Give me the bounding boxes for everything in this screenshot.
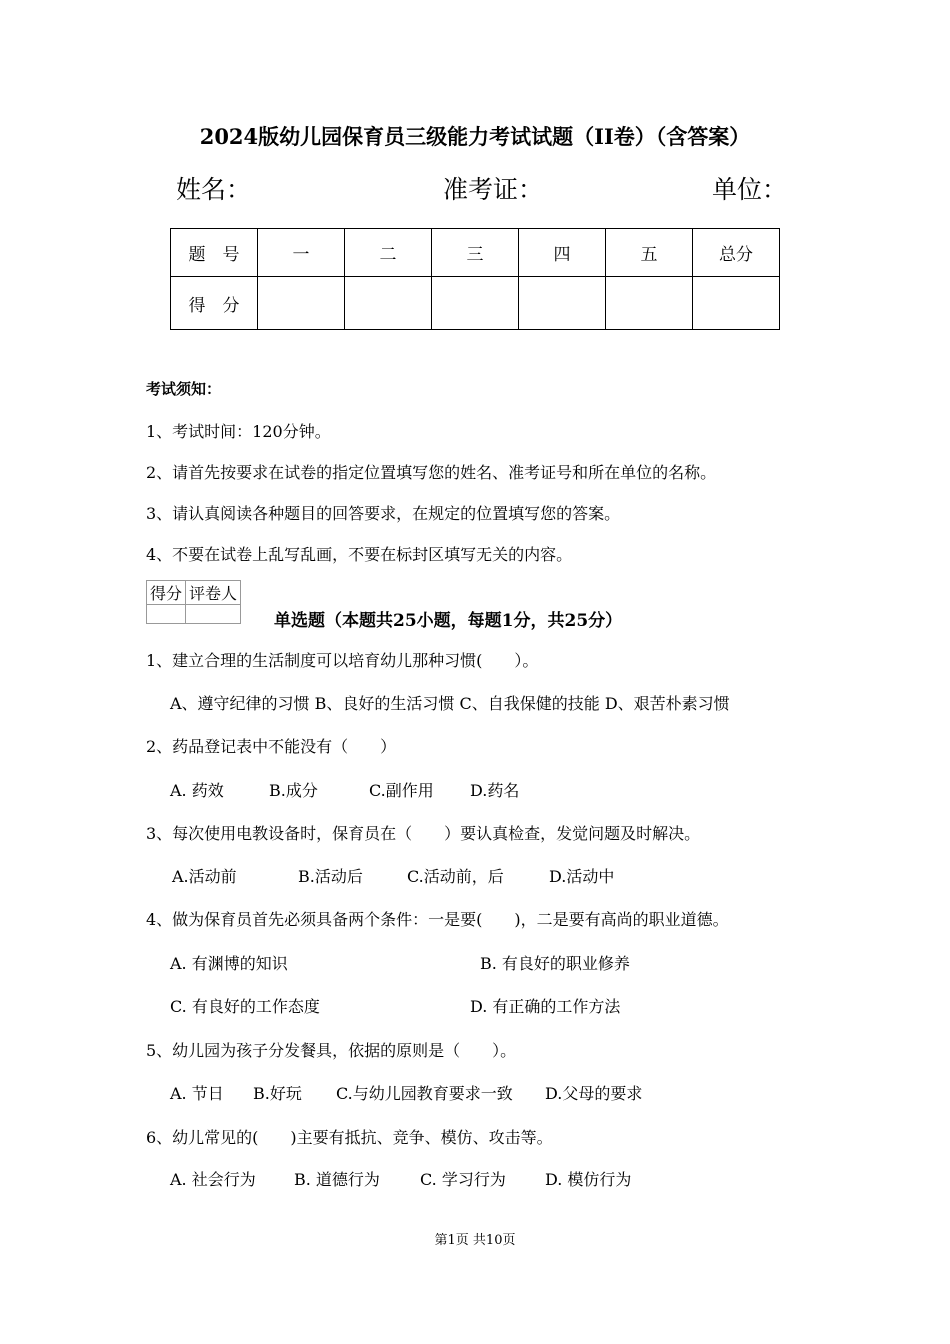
score-table-header-cell: 五: [606, 229, 693, 277]
question-option: C. 学习行为: [420, 1170, 506, 1189]
score-table-header-cell: 二: [345, 229, 432, 277]
question-option: C.活动前，后: [407, 867, 504, 886]
notice-item: 2、请首先按要求在试卷的指定位置填写您的姓名、准考证号和所在单位的名称。: [146, 463, 717, 482]
score-cell: [519, 277, 606, 330]
grader-reviewer-label: 评卷人: [186, 581, 241, 605]
name-label: 姓名：: [176, 175, 252, 204]
question-option: A、遵守纪律的习惯 B、良好的生活习惯 C、自我保健的技能 D、艰苦朴素习惯: [170, 694, 730, 713]
question-option: D.活动中: [549, 867, 615, 886]
question-stem: 3、每次使用电教设备时，保育员在（ ）要认真检查，发觉问题及时解决。: [146, 824, 701, 843]
question-option: A. 药效: [170, 781, 224, 800]
question-stem: 6、幼儿常见的( )主要有抵抗、竞争、模仿、攻击等。: [146, 1128, 553, 1147]
question-option: D. 模仿行为: [545, 1170, 632, 1189]
exam-title: 2024版幼儿园保育员三级能力考试试题（II卷）（含答案）: [199, 124, 751, 149]
grader-box: [146, 580, 241, 624]
question-stem: 4、做为保育员首先必须具备两个条件：一是要( )，二是要有高尚的职业道德。: [146, 910, 729, 929]
question-stem: 2、药品登记表中不能没有（ ）: [146, 737, 397, 756]
notice-item: 3、请认真阅读各种题目的回答要求，在规定的位置填写您的答案。: [146, 504, 621, 523]
score-table-header-cell: 总分: [693, 229, 780, 277]
score-table-header-cell: 题 号: [171, 229, 258, 277]
question-option: D.药名: [470, 781, 520, 800]
question-option: A. 社会行为: [170, 1170, 256, 1189]
question-stem: 5、幼儿园为孩子分发餐具，依据的原则是（ ）。: [146, 1041, 517, 1060]
score-cell: [606, 277, 693, 330]
question-option: A.活动前: [172, 867, 237, 886]
question-option: B.成分: [269, 781, 318, 800]
grader-reviewer-cell: [186, 605, 241, 624]
question-option: D.父母的要求: [545, 1084, 643, 1103]
score-table-header-cell: 四: [519, 229, 606, 277]
question-option: C. 有良好的工作态度: [170, 997, 320, 1016]
question-option: A. 有渊博的知识: [170, 954, 288, 973]
grader-score-cell: [147, 605, 186, 624]
section-title: 单选题（本题共25小题，每题1分，共25分）: [274, 611, 623, 631]
grader-score-label: 得分: [147, 581, 186, 605]
question-option: B.好玩: [253, 1084, 302, 1103]
score-cell: [258, 277, 345, 330]
question-option: B. 道德行为: [294, 1170, 380, 1189]
unit-label: 单位：: [712, 175, 788, 204]
score-cell: [693, 277, 780, 330]
score-table-score-row: [171, 277, 780, 330]
question-option: B. 有良好的职业修养: [480, 954, 630, 973]
score-cell: [345, 277, 432, 330]
exam-id-label: 准考证：: [443, 175, 544, 204]
question-option: B.活动后: [298, 867, 363, 886]
score-table-score-label: 得 分: [171, 277, 258, 330]
score-table-header-cell: 三: [432, 229, 519, 277]
question-option: C.副作用: [369, 781, 434, 800]
score-table: [170, 228, 780, 330]
question-option: A. 节日: [170, 1084, 224, 1103]
notice-heading: 考试须知：: [146, 380, 222, 398]
question-option: D. 有正确的工作方法: [470, 997, 621, 1016]
score-table-header-row: [171, 229, 780, 277]
question-option: C.与幼儿园教育要求一致: [336, 1084, 513, 1103]
question-stem: 1、建立合理的生活制度可以培育幼儿那种习惯( ）。: [146, 651, 539, 670]
score-table-header-cell: 一: [258, 229, 345, 277]
notice-item: 4、不要在试卷上乱写乱画，不要在标封区填写无关的内容。: [146, 545, 573, 564]
score-cell: [432, 277, 519, 330]
notice-item: 1、考试时间：120分钟。: [146, 422, 331, 441]
page-footer: 第1页 共10页: [434, 1233, 516, 1248]
